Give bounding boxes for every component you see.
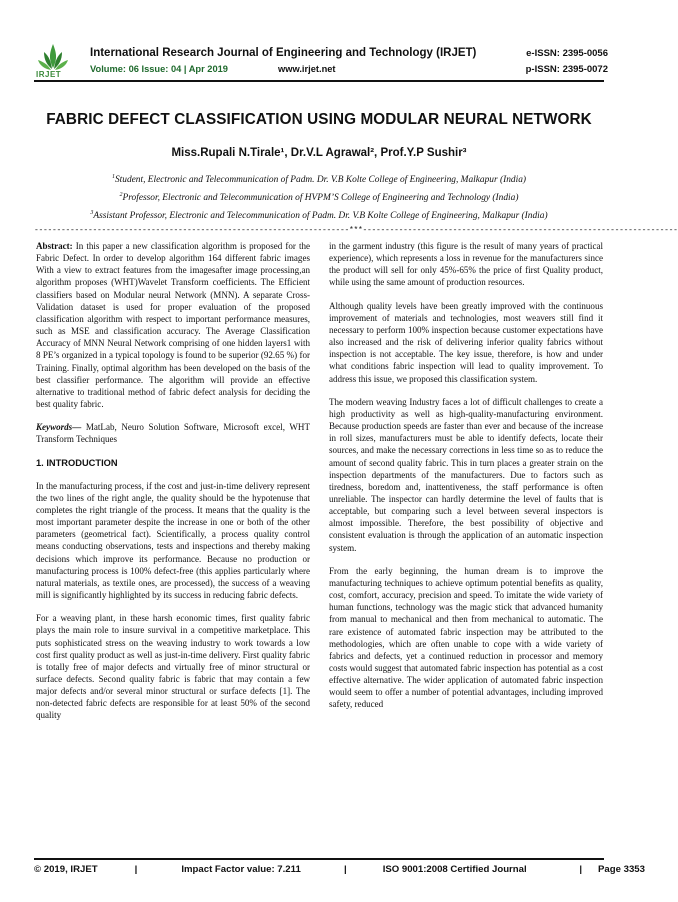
- section-heading-introduction: 1. INTRODUCTION: [36, 457, 118, 468]
- eissn: e-ISSN: 2395-0056: [526, 48, 608, 59]
- paragraph: The modern weaving Industry faces a lot of difficult challenges to create a high productivity as well as high-quality-manufacturing environment. Because production speeds are faster than ever and because of the increase in roll sizes, manufacturers must be able to identify defects, locate their sources, and make the necessary corrections in less time so as to reduce the amount of second quality fabric. This in turn places a greater strain on the inspection departments of the manufacturers. Due to factors such as tiredness, boredom and, inattentiveness, the staff performance is often unreliable. The inspector can hardly determine the level of faults that is acceptable, but comparing such a level between several inspectors is almost impossible. Therefore, the best possibility of objective and consistent evaluation is through the application of an automatic inspection system.: [329, 396, 603, 553]
- pissn: p-ISSN: 2395-0072: [525, 64, 608, 75]
- abstract-text: In this paper a new classification algorithm is proposed for the Fabric Defect. In order to develop algorithm 164 different fabric images With a view to extract features from the imagesafter image processing,an algorithm proposes (WHT)Wavelet Transform coefficients. The Efficient classifiers based on Modular neural Network (MNN). A separate Cross-Validation dataset is used for proper evaluation of the proposed classification algorithm with respect to important performance measures, such as MSE and classification accuracy. The Average Classification Accuracy of MNN Neural Network comprising of one hidden layers1 with 8 PE’s organized in a typical topology is found to be superior (92.65 %) for Training. Finally, optimal algorithm has been developed on the basis of the best classifier performance. The algorithm will provide an effective alternative to traditional method of fabric defect analysis for deciding the best quality fabric.: [36, 241, 310, 410]
- paragraph: Although quality levels have been greatly improved with the continuous improvement of materials and technologies, most weavers still find it necessary to perform 100% inspection because customer expectations have also increased and the risk of delivering inferior quality fabrics without inspection is not acceptable. The key issue, therefore, is how and under what conditions fabric inspection will lead to quality improvement. To address this issue, we proposed this classification system.: [329, 300, 603, 384]
- paragraph: in the garment industry (this figure is the result of many years of practical experience), which represents a loss in revenue for the manufacturers since the product will sell for only 45%-65% the price of first Quality product, while using the same amount of production resources.: [329, 241, 603, 288]
- footer-rule: [34, 858, 604, 860]
- footer-separator: |: [344, 864, 347, 875]
- section-separator: ----------------------------------------------------------------------***----------------------------------------------------------------------: [34, 226, 678, 235]
- paper-title: FABRIC DEFECT CLASSIFICATION USING MODULAR NEURAL NETWORK: [46, 111, 592, 128]
- right-column: [329, 240, 603, 722]
- paragraph: From the early beginning, the human dream is to improve the manufacturing techniques to achieve optimum potential benefits as quality, cost, comfort, accuracy, precision and speed. To imitate the wide variety of human functions, technology was the magic stick that advanced humanity from manual to mechanical and then from mechanical to automatic. The rare existence of automated fabric inspection may be attributed to the methodologies, which are often unable to cope with a wide variety of fabrics and defects, yet a continued reduction in processor and memory costs would suggest that automated fabric inspection has potential as a cost effective alternative. The wider application of automated fabric inspection would seem to offer a number of potential advantages, including improved safety, reduced: [329, 565, 603, 710]
- abstract: [36, 240, 310, 410]
- footer-iso: ISO 9001:2008 Certified Journal: [382, 864, 527, 875]
- affiliation-2: $^2$Professor, Electronic and Telecommunication of HVPM’S College of Engineering and Technology (India): [119, 192, 519, 204]
- page-footer: [34, 864, 645, 875]
- keywords: [36, 421, 310, 445]
- paragraph: In the manufacturing process, if the cost and just-in-time delivery represent the two lines of the right angle, the quality should be the hypotenuse that completes the right triangle of the process. It means that the quality is the most important parameter despite the increase in one or both of the other parameters (geometrical fact). Scientifically, a process quality control means conducting observations, tests and inspections and thereby making decisions which improve its performance. Because no production or manufacturing process is 100% defect-free (this applies particularly where natural materials, as textile ones, are processed), the success of a weaving mill is significantly highlighted by its success in reducing fabric defects.: [36, 480, 310, 601]
- journal-website-link[interactable]: www.irjet.net: [278, 64, 336, 74]
- logo-text: IRJET: [36, 70, 62, 79]
- footer-copyright: © 2019, IRJET: [34, 864, 98, 875]
- header-rule: [34, 80, 604, 82]
- paragraph: For a weaving plant, in these harsh economic times, first quality fabric plays the main role to insure survival in a competitive marketplace. This puts sophisticated stress on the weaving industry to work towards a low cost first quality product as well as just-in-time delivery. First quality fabric is totally free of major defects and virtually free of minor structural or surface defects. Second quality fabric is fabric that may contain a few major defects and/or several minor structural or surface defects [1]. The non-detected fabric defects are responsible for at least 50% of the second quality: [36, 613, 310, 721]
- affiliation-3: $^3$Assistant Professor, Electronic and Telecommunication of Padm. Dr. V.B Kolte College of Engineering, Malkapur (India): [90, 210, 548, 222]
- volume-issue: Volume: 06 Issue: 04 | Apr 2019: [90, 64, 228, 74]
- journal-name: International Research Journal of Engineering and Technology (IRJET): [90, 47, 477, 59]
- affiliations: [40, 170, 598, 224]
- journal-header: [0, 0, 638, 80]
- keywords-label: Keywords—: [36, 422, 82, 433]
- footer-impact-factor: Impact Factor value: 7.211: [181, 864, 301, 875]
- footer-separator: |: [134, 864, 138, 875]
- abstract-label: Abstract:: [36, 241, 73, 251]
- left-column: [36, 240, 310, 733]
- affiliation-1: $^1$Student, Electronic and Telecommunication of Padm. Dr. V.B Kolte College of Engineering, Malkapur (India): [111, 174, 527, 186]
- footer-separator: |: [579, 864, 583, 875]
- keywords-text: MatLab, Neuro Solution Software, Microsoft excel, WHT Transform Techniques: [36, 422, 310, 445]
- footer-page-number: Page 3353: [598, 864, 645, 875]
- paper-authors: Miss.Rupali N.Tirale¹, Dr.V.L Agrawal², Prof.Y.P Sushir³: [171, 147, 467, 159]
